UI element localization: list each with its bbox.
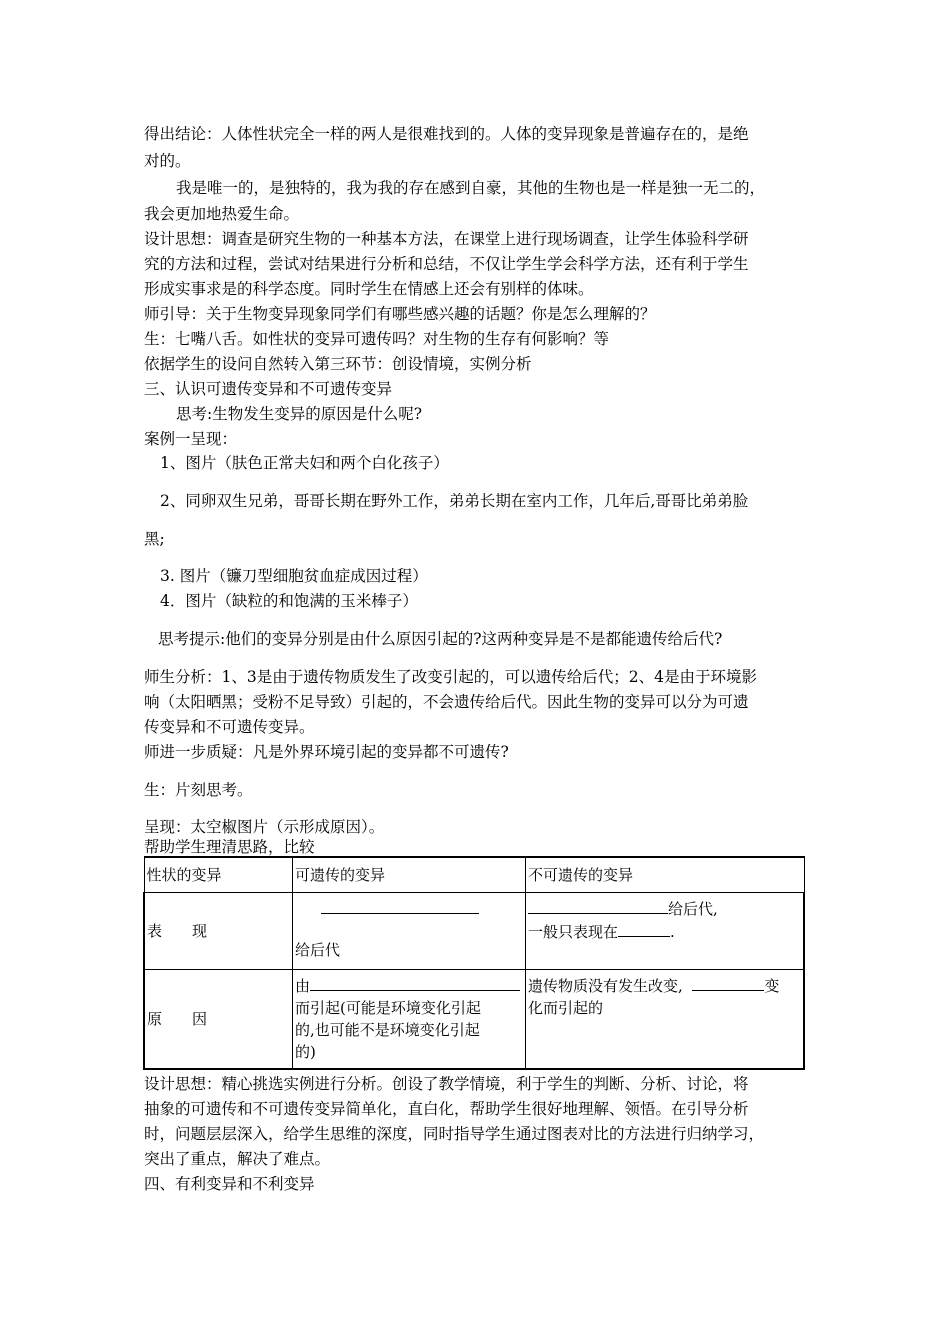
table-cell (293, 970, 526, 1070)
blank-line (528, 897, 668, 914)
text-line: 响（太阳晒黑；受粉不足导致）引起的，不会遗传给后代。因此生物的变异可以分为可遗 (144, 693, 749, 711)
table-row-cause (144, 970, 804, 1070)
table-header-cell: 不可遗传的变异 (526, 857, 805, 893)
text-line: 思考:生物发生变异的原因是什么呢? (176, 405, 423, 423)
text-line: 我会更加地热爱生命。 (144, 205, 300, 223)
text-line: 生：片刻思考。 (144, 781, 253, 799)
text-line: 得出结论：人体性状完全一样的两人是很难找到的。人体的变异现象是普遍存在的，是绝 (144, 125, 749, 143)
cell-text: 的,也可能不是环境变化引起 (295, 1021, 480, 1039)
text-line: 黑; (144, 530, 165, 548)
list-item: 4．图片（缺粒的和饱满的玉米棒子） (160, 592, 418, 610)
list-item: 3. 图片（镰刀型细胞贫血症成因过程） (160, 567, 428, 585)
cell-text: 给后代 (295, 941, 341, 959)
cell-text: . (670, 923, 675, 941)
section-heading: 三、认识可遗传变异和不可遗传变异 (144, 380, 393, 398)
text-line: 帮助学生理清思路，比较 (144, 838, 315, 856)
text-line: 设计思想：精心挑选实例进行分析。创设了教学情境，利于学生的判断、分析、讨论，将 (144, 1075, 749, 1093)
blank-line (692, 974, 764, 991)
text-line: 师引导：关于生物变异现象同学们有哪些感兴趣的话题？你是怎么理解的？ (144, 305, 656, 323)
text-line: 传变异和不可遗传变异。 (144, 718, 315, 736)
blank-line (310, 974, 520, 991)
blank-line (618, 920, 670, 937)
table-cell (526, 970, 805, 1070)
blank-line (321, 897, 479, 914)
text-line: 时，问题层层深入，给学生思维的深度，同时指导学生通过图表对比的方法进行归纳学习， (144, 1125, 765, 1143)
text-line: 思考提示:他们的变异分别是由什么原因引起的?这两种变异是不是都能遗传给后代? (158, 630, 723, 648)
text-line: 形成实事求是的科学态度。同时学生在情感上还会有别样的体味。 (144, 280, 594, 298)
cell-text: 一般只表现在 (528, 923, 619, 941)
text-line: 依据学生的设问自然转入第三环节：创设情境，实例分析 (144, 355, 532, 373)
section-heading: 四、有利变异和不利变异 (144, 1175, 315, 1193)
table-header-cell: 可遗传的变异 (293, 857, 526, 893)
table-header-cell: 性状的变异 (144, 857, 293, 893)
cell-text: 变 (764, 977, 780, 995)
text-line: 设计思想：调查是研究生物的一种基本方法，在课堂上进行现场调查，让学生体验科学研 (144, 230, 749, 248)
text-line: 案例一呈现： (144, 430, 238, 448)
text-line: 我是唯一的，是独特的，我为我的存在感到自豪，其他的生物也是一样是独一无二的， (176, 179, 766, 197)
text-line: 呈现：太空椒图片（示形成原因）。 (144, 818, 385, 836)
row-label: 表 现 (144, 893, 293, 970)
cell-text: 化而引起的 (528, 999, 604, 1017)
cell-text: 而引起(可能是环境变化引起 (295, 999, 481, 1017)
row-label: 原 因 (144, 970, 293, 1070)
table-header-row (144, 857, 804, 893)
text-line: 对的。 (144, 152, 191, 170)
cell-text: 给后代, (668, 900, 718, 918)
list-item: 1、图片（肤色正常夫妇和两个白化孩子） (160, 454, 449, 472)
table-row-expression (144, 893, 804, 970)
cell-text: 由 (295, 977, 311, 995)
table-cell (293, 893, 526, 970)
list-item: 2、同卵双生兄弟，哥哥长期在野外工作，弟弟长期在室内工作，几年后,哥哥比弟弟脸 (160, 492, 749, 510)
text-line: 究的方法和过程，尝试对结果进行分析和总结，不仅让学生学会科学方法，还有利于学生 (144, 255, 749, 273)
text-line: 抽象的可遗传和不可遗传变异简单化，直白化，帮助学生很好地理解、领悟。在引导分析 (144, 1100, 749, 1118)
text-line: 生：七嘴八舌。如性状的变异可遗传吗？对生物的生存有何影响？等 (144, 330, 610, 348)
text-line: 师进一步质疑：凡是外界环境引起的变异都不可遗传? (144, 743, 509, 761)
comparison-table (143, 856, 805, 1070)
text-line: 突出了重点，解决了难点。 (144, 1150, 331, 1168)
cell-text: 的) (295, 1043, 316, 1061)
table-cell (526, 893, 805, 970)
text-line: 师生分析：1、3是由于遗传物质发生了改变引起的，可以遗传给后代；2、4是由于环境影 (144, 668, 757, 686)
cell-text: 遗传物质没有发生改变, (528, 977, 683, 995)
